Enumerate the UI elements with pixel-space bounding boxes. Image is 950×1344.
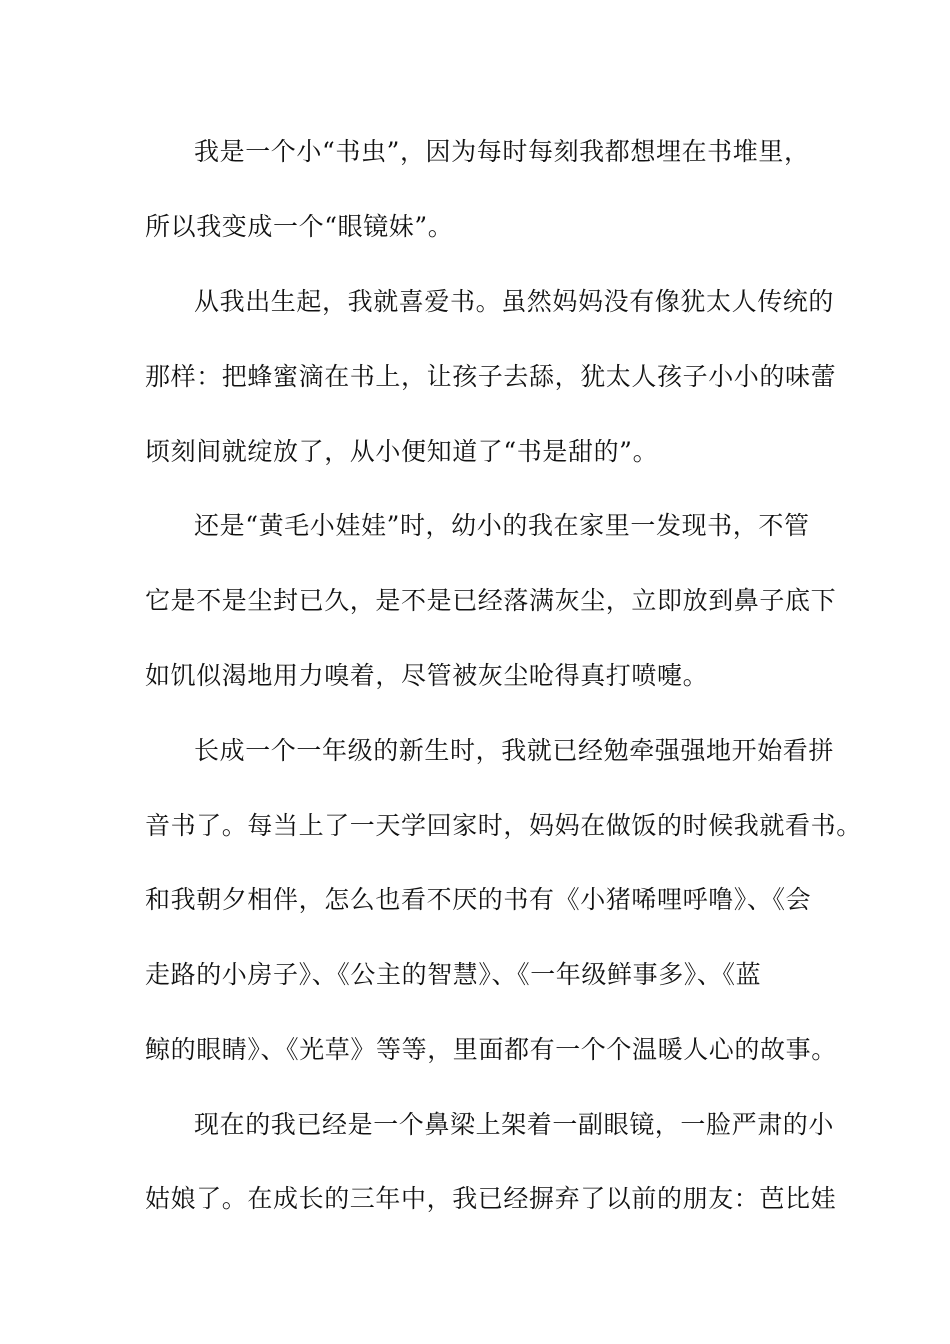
paragraph-1-line-1: 我是一个小“书虫”，因为每时每刻我都想埋在书堆里， bbox=[194, 137, 810, 166]
paragraph-3-line-1: 还是“黄毛小娃娃”时，幼小的我在家里一发现书，不管 bbox=[194, 511, 810, 540]
paragraph-3-line-3: 如饥似渴地用力嗅着，尽管被灰尘呛得真打喷嚏。 bbox=[145, 661, 709, 690]
paragraph-3-line-2: 它是不是尘封已久，是不是已经落满灰尘，立即放到鼻子底下 bbox=[145, 586, 837, 615]
paragraph-2-line-2: 那样：把蜂蜜滴在书上，让孩子去舔，犹太人孩子小小的味蕾 bbox=[145, 362, 837, 391]
paragraph-2-line-1: 从我出生起，我就喜爱书。虽然妈妈没有像犹太人传统的 bbox=[194, 287, 835, 316]
paragraph-2-line-3: 顷刻间就绽放了，从小便知道了“书是甜的”。 bbox=[145, 437, 659, 466]
paragraph-4-line-1: 长成一个一年级的新生时，我就已经勉牵强强地开始看拼 bbox=[194, 736, 835, 765]
paragraph-4-line-5: 鲸的眼睛》、《光草》等等，里面都有一个个温暖人心的故事。 bbox=[145, 1035, 837, 1064]
paragraph-1-line-2: 所以我变成一个“眼镜妹”。 bbox=[145, 212, 454, 241]
paragraph-5-line-2: 姑娘了。在成长的三年中，我已经摒弃了以前的朋友：芭比娃 bbox=[145, 1184, 837, 1213]
paragraph-5-line-1: 现在的我已经是一个鼻梁上架着一副眼镜，一脸严肃的小 bbox=[194, 1110, 835, 1139]
paragraph-4-line-4: 走路的小房子》、《公主的智慧》、《一年级鲜事多》、《蓝 bbox=[145, 960, 762, 989]
paragraph-4-line-3: 和我朝夕相伴，怎么也看不厌的书有《小猪唏哩呼噜》、《会 bbox=[145, 885, 812, 914]
paragraph-4-line-2: 音书了。每当上了一天学回家时，妈妈在做饭的时候我就看书。 bbox=[145, 811, 862, 840]
